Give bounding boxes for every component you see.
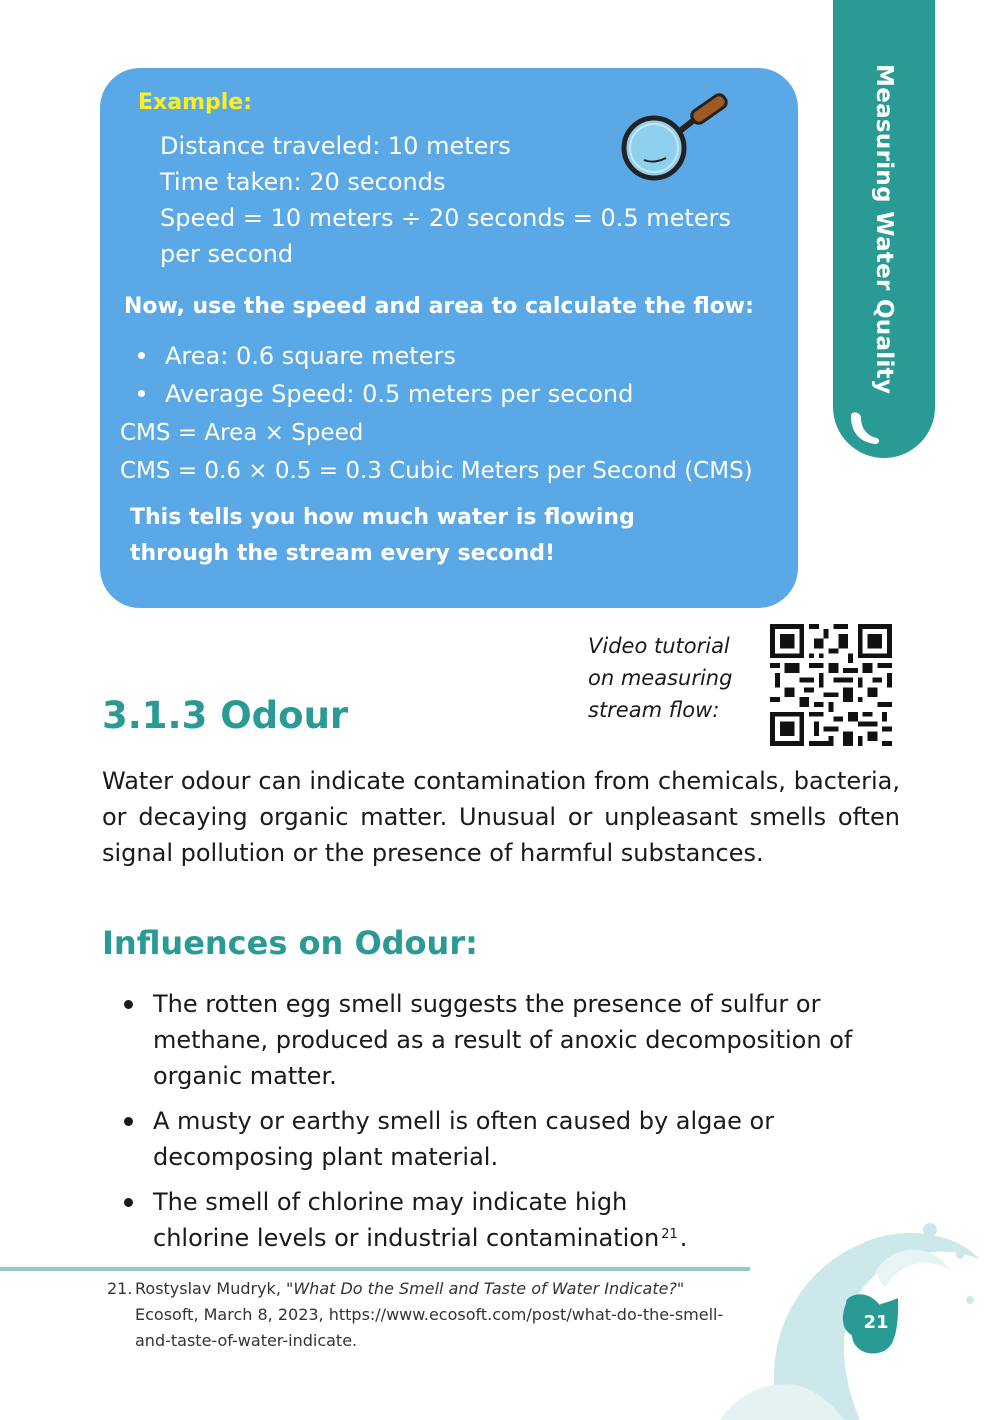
- water-drop-icon: [845, 408, 885, 448]
- bullet-dot: [124, 1000, 133, 1009]
- flow-heading: Now, use the speed and area to calculate the flow:: [124, 294, 754, 319]
- list-item: [102, 1103, 902, 1175]
- bullet-dot: [138, 352, 145, 359]
- footnote-title: "What Do the Smell and Taste of Water Indicate?": [286, 1279, 685, 1298]
- list-item-text: The rotten egg smell suggests the presence of sulfur or methane, produced as a result of anoxic decomposition of organic matter.: [153, 990, 853, 1090]
- section-paragraph: Water odour can indicate contamination from chemicals, bacteria, or decaying organic matter. Unusual or unpleasant smells often signal pollution or the presence of harmful substances.: [102, 767, 900, 867]
- example-note: [130, 500, 635, 572]
- qr-code-icon[interactable]: [770, 624, 892, 746]
- footnote-text: [107, 1276, 747, 1354]
- list-item-text: chlorine levels or industrial contamination: [153, 1224, 660, 1252]
- list-item-text: The smell of chlorine may indicate high: [153, 1188, 628, 1216]
- example-label: Example:: [138, 90, 252, 115]
- bullet-dot: [124, 1117, 133, 1126]
- example-line: Time taken: 20 seconds: [160, 168, 446, 196]
- bullet-dot: [124, 1198, 133, 1207]
- note-line: through the stream every second!: [130, 541, 556, 566]
- section-title: 3.1.3 Odour: [102, 694, 349, 737]
- video-caption-line: on measuring: [588, 666, 733, 690]
- footnote-source: Ecosoft, March 8, 2023, https://www.ecosoft.com/post/what-do-the-smell-and-taste-of-water-indicate.: [135, 1305, 724, 1350]
- side-tab: [833, 0, 935, 458]
- note-line: This tells you how much water is flowing: [130, 505, 635, 530]
- list-item-end: .: [679, 1224, 688, 1252]
- example-line: per second: [160, 240, 294, 268]
- footnote-number: 21.: [107, 1279, 133, 1298]
- footnote: [107, 1276, 747, 1354]
- formula-line: CMS = 0.6 × 0.5 = 0.3 Cubic Meters per Second (CMS): [120, 458, 753, 484]
- bullet-dot: [138, 390, 145, 397]
- example-bullet: [138, 380, 633, 408]
- video-caption-line: stream flow:: [588, 698, 720, 722]
- example-line: Distance traveled: 10 meters: [160, 132, 511, 160]
- footnote-author: Rostyslav Mudryk,: [135, 1279, 286, 1298]
- video-caption: [588, 630, 732, 726]
- example-bullet-text: Average Speed: 0.5 meters per second: [165, 380, 634, 408]
- example-line: Speed = 10 meters ÷ 20 seconds = 0.5 meters: [160, 204, 731, 232]
- side-tab-title: Measuring Water Quality: [871, 64, 897, 395]
- example-box: [100, 68, 798, 608]
- influences-title: Influences on Odour:: [102, 924, 478, 962]
- footnote-ref[interactable]: 21: [661, 1227, 678, 1242]
- magnifier-icon: [618, 92, 730, 184]
- list-item-text: A musty or earthy smell is often caused by algae or decomposing plant material.: [153, 1107, 775, 1171]
- example-bullet-text: Area: 0.6 square meters: [165, 342, 456, 370]
- footnote-divider: [0, 1267, 750, 1271]
- formula-line: CMS = Area × Speed: [120, 420, 364, 446]
- example-bullet: [138, 342, 456, 370]
- list-item: [102, 986, 902, 1094]
- video-caption-line: Video tutorial: [588, 634, 730, 658]
- page-number: 21: [863, 1312, 889, 1333]
